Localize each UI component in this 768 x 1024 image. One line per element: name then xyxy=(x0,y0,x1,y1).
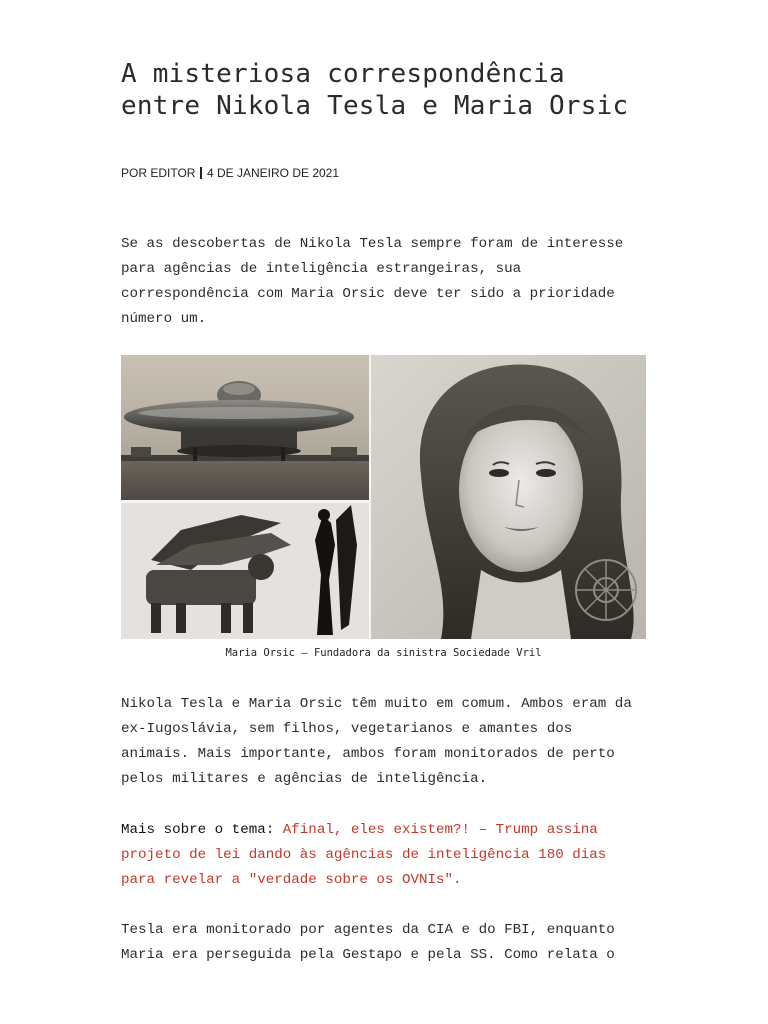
paragraph-common-traits: Nikola Tesla e Maria Orsic têm muito em comum. Ambos eram da ex-Iugoslávia, sem filhos, vegetarianos e amantes dos animais. Mais importante, ambos foram monitorados de perto pelos militares e agências de inteligência. xyxy=(121,696,632,787)
maria-orsic-portrait xyxy=(371,355,646,639)
related-article xyxy=(121,818,646,893)
related-label: Mais sobre o tema: xyxy=(121,822,275,838)
author-link[interactable]: POR EDITOR xyxy=(121,166,196,180)
article-image xyxy=(121,355,646,639)
paragraph-intro: Se as descobertas de Nikola Tesla sempre foram de interesse para agências de inteligência estrangeiras, sua correspondência com Maria Orsic deve ter sido a prioridade número um. xyxy=(121,236,624,327)
image-caption: Maria Orsic – Fundadora da sinistra Sociedade Vril xyxy=(225,647,542,659)
lamassu-drawing xyxy=(121,503,369,639)
article-title: A misteriosa correspondência entre Nikola Tesla e Maria Orsic xyxy=(121,59,629,121)
related-article-link[interactable]: Afinal, eles existem?! – Trump assina projeto de lei dando às agências de inteligência 180 dias para revelar a "verdade sobre os OVNIs". xyxy=(121,822,607,888)
publish-date: 4 DE JANEIRO DE 2021 xyxy=(206,166,340,180)
saucer-photo xyxy=(121,355,369,500)
meta-separator xyxy=(200,167,202,179)
article-meta xyxy=(121,166,339,180)
paragraph-surveillance: Tesla era monitorado por agentes da CIA e do FBI, enquanto Maria era perseguida pela Gestapo e pela SS. Como relata o xyxy=(121,922,615,963)
